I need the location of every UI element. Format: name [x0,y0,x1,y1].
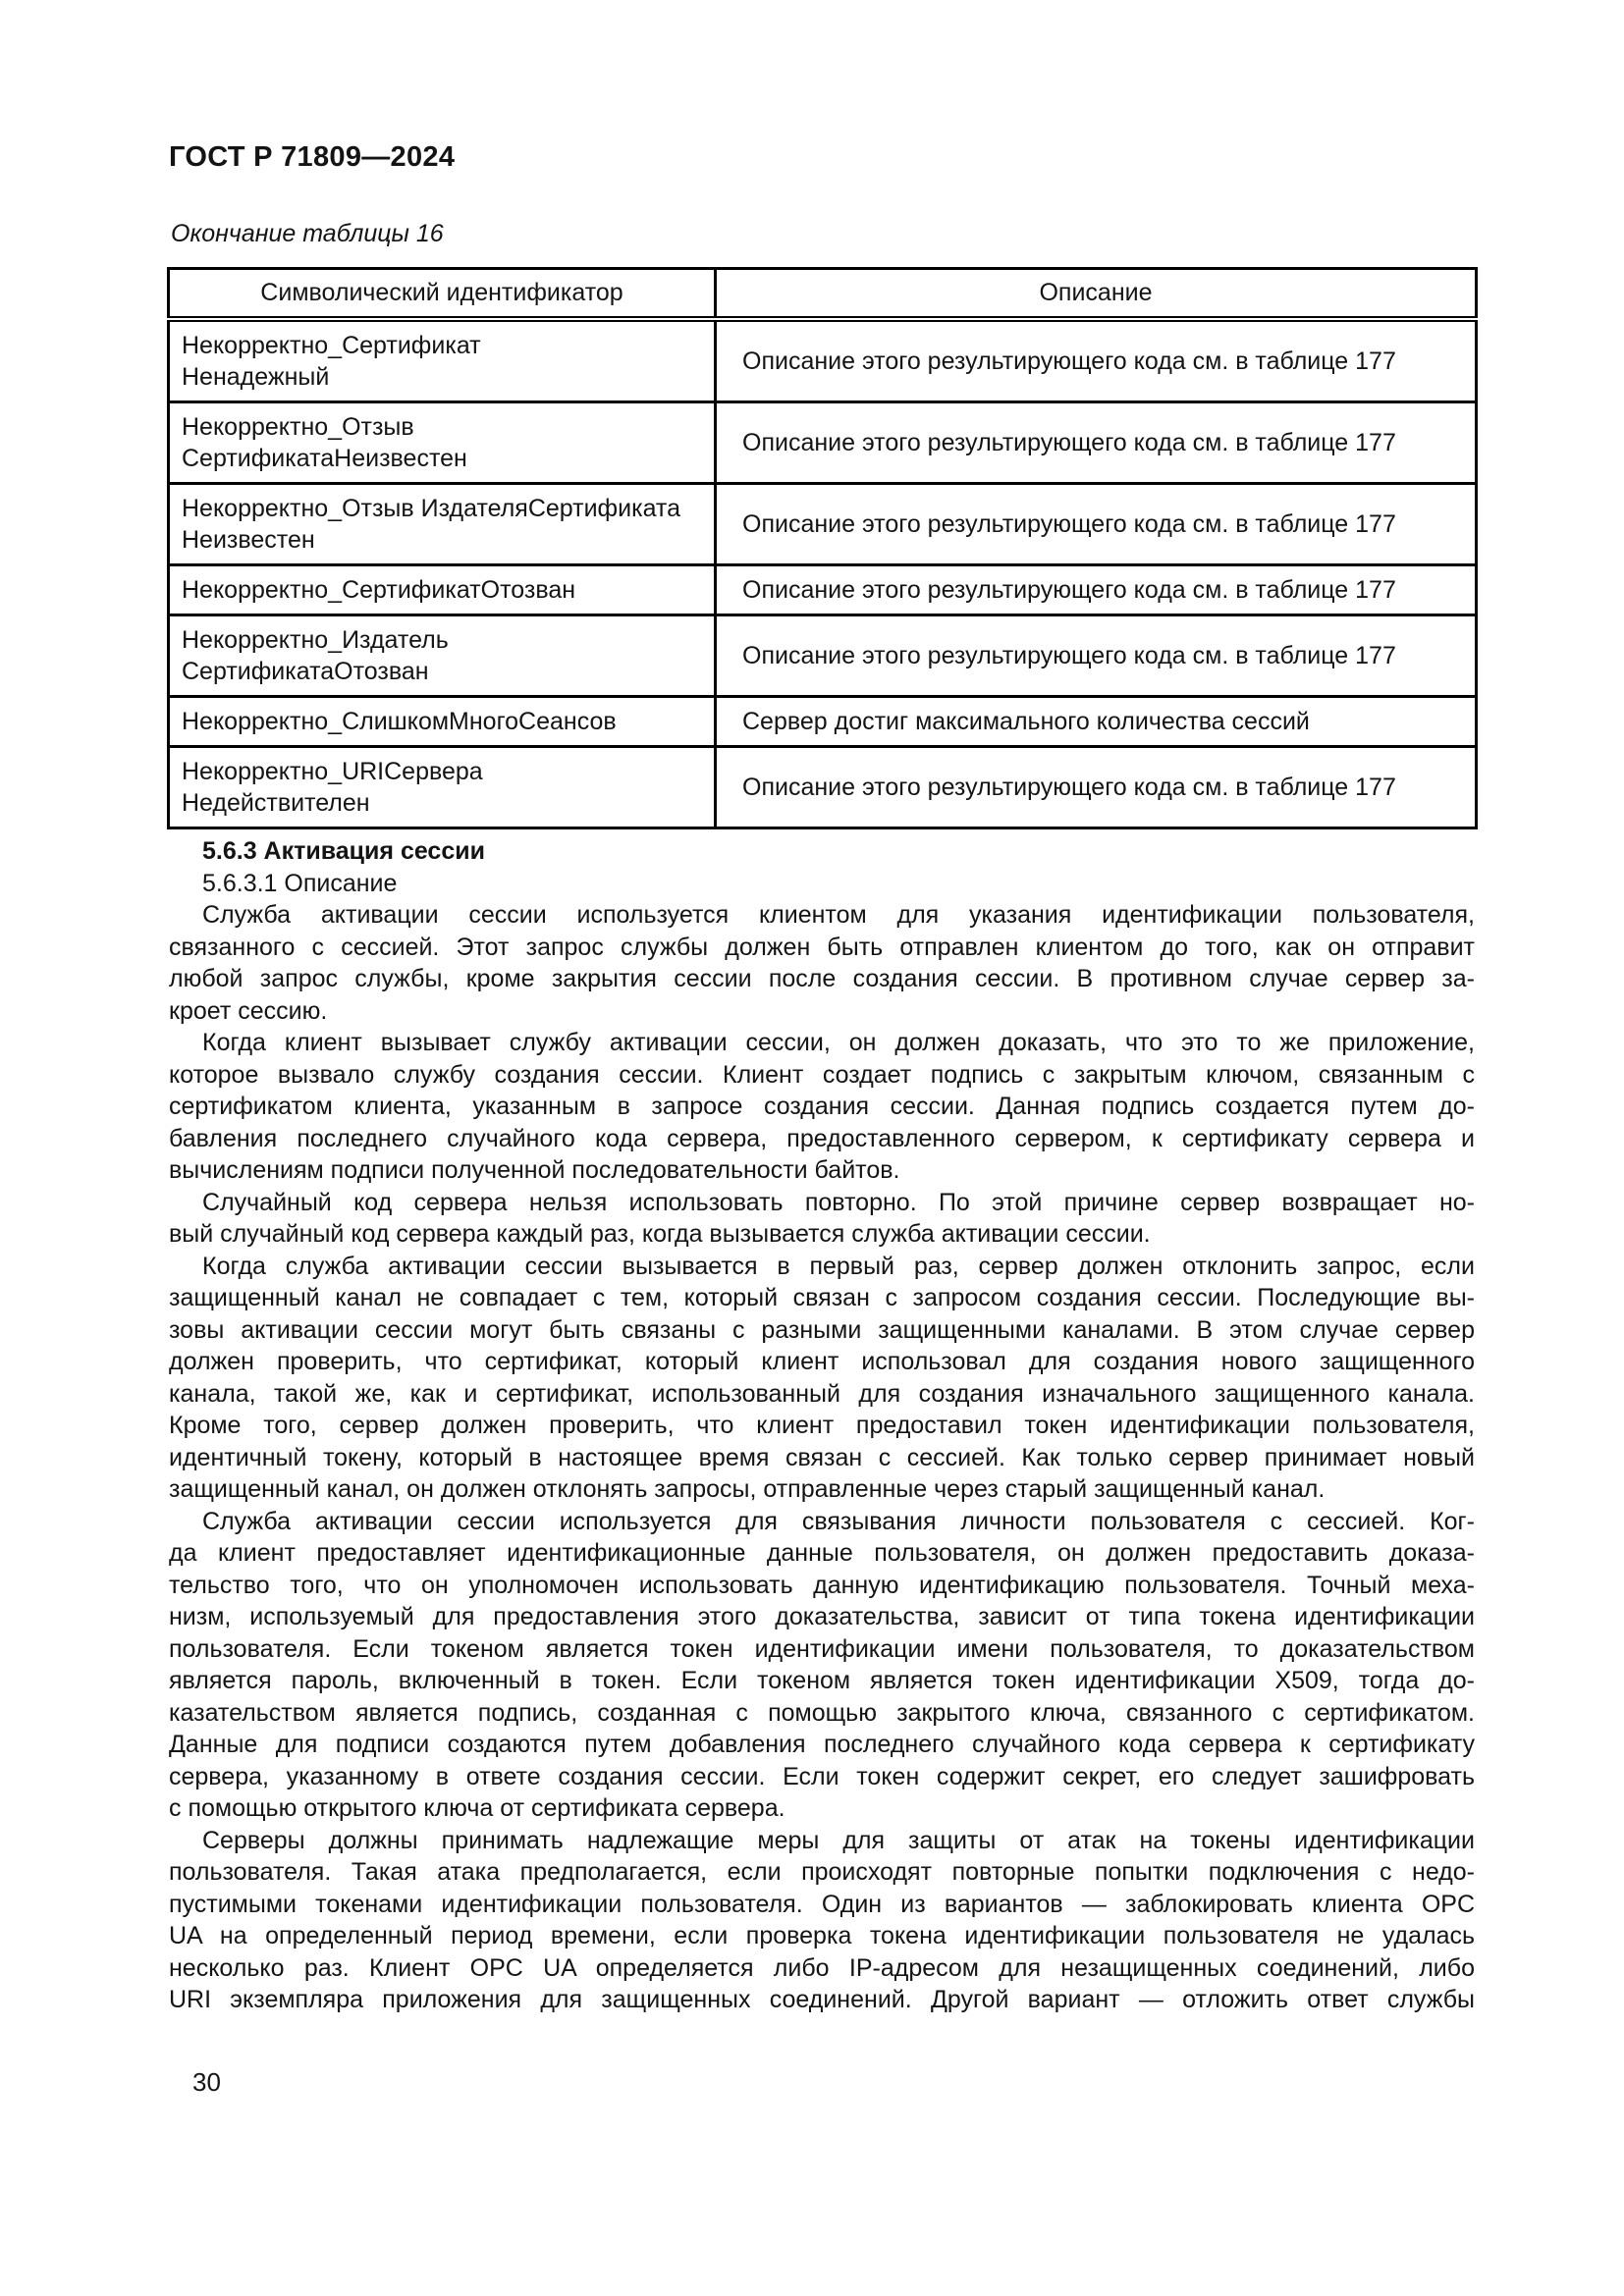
document-header: ГОСТ Р 71809—2024 [169,141,456,173]
paragraph-line: Когда клиент вызывает службу активации сессии, он должен доказать, что это то же приложение, [202,1029,1475,1056]
column-header-identifier: Символический идентификатор [169,269,716,320]
body-text [169,835,1475,2016]
symbolic-identifier-cell: Некорректно_Издатель СертификатаОтозван [169,615,716,697]
paragraph-line: Служба активации сессии используется для связывания личности пользователя с сессией. Ког- [202,1507,1475,1535]
paragraph-line: Данные для подписи создаются путем добавления последнего случайного кода сервера к сертификату [169,1731,1475,1758]
table-row [169,484,1477,565]
paragraph-line: которое вызвало службу создания сессии. Клиент создает подпись с закрытым ключом, связанным с [169,1060,1475,1089]
column-header-description: Описание [716,269,1477,320]
paragraph-line: защищенный канал, он должен отклонять запросы, отправленные через старый защищенный канал. [169,1475,1326,1503]
symbolic-identifier-cell: Некорректно_URIСервера Недействителен [169,747,716,828]
paragraph-line: должен проверить, что сертификат, который клиент использовал для создания нового защищенного [169,1348,1475,1375]
description-cell: Описание этого результирующего кода см. в таблице 177 [716,747,1477,828]
paragraph [169,1251,1475,1506]
body-paragraphs [169,899,1475,2016]
paragraph-line: сертификатом клиента, указанным в запросе создания сессии. Данная подпись создается путем до- [169,1093,1475,1120]
symbolic-identifier-cell: Некорректно_Отзыв ИздателяСертификата Неизвестен [169,484,716,565]
paragraph-line: пользователя. Такая атака предполагается, если происходят повторные попытки подключения с недо- [169,1858,1475,1886]
paragraph-line: вычислениям подписи полученной последовательности байтов. [169,1156,900,1184]
description-cell: Сервер достиг максимального количества сессий [716,697,1477,747]
paragraph-line: вый случайный код сервера каждый раз, когда вызывается служба активации сессии. [169,1220,1151,1248]
description-cell: Описание этого результирующего кода см. в таблице 177 [716,402,1477,484]
description-cell: Описание этого результирующего кода см. в таблице 177 [716,319,1477,402]
paragraph-line: пользователя. Если токеном является токен идентификации имени пользователя, то доказательством [169,1634,1475,1663]
paragraph-line: Серверы должны принимать надлежащие меры для защиты от атак на токены идентификации [202,1826,1475,1854]
paragraph-line: Случайный код сервера нельзя использовать повторно. По этой причине сервер возвращает но- [202,1188,1475,1216]
result-codes-table [167,267,1478,829]
table-header-row [169,269,1477,320]
paragraph-line: Кроме того, сервер должен проверить, что клиент предоставил токен идентификации пользователя, [169,1412,1475,1439]
paragraph-line: является пароль, включенный в токен. Если токеном является токен идентификации X509, тогда до- [169,1667,1475,1694]
paragraph-line: несколько раз. Клиент OPC UA определяется либо IP-адресом для незащищенных соединений, либо [169,1953,1475,1982]
section-heading: 5.6.3 Активация сессии [202,837,485,865]
table-row [169,402,1477,484]
paragraph-line: с помощью открытого ключа от сертификата сервера. [169,1794,785,1822]
paragraph-line: канала, такой же, как и сертификат, использованный для создания изначального защищенного канала. [169,1379,1475,1408]
paragraph-line: низм, используемый для предоставления этого доказательства, зависит от типа токена идентификации [169,1603,1475,1630]
symbolic-identifier-cell: Некорректно_Сертификат Ненадежный [169,319,716,402]
table-row [169,747,1477,828]
paragraph [169,1187,1475,1251]
paragraph-line: URI экземпляра приложения для защищенных соединений. Другой вариант — отложить ответ службы [169,1986,1475,2013]
table-row [169,697,1477,747]
symbolic-identifier-cell: Некорректно_СертификатОтозван [169,565,716,615]
page-number: 30 [192,2067,221,2097]
paragraph-line: любой запрос службы, кроме закрытия сессии после создания сессии. В противном случае сервер за- [169,965,1475,992]
paragraph-line: Когда служба активации сессии вызывается в первый раз, сервер должен отклонить запрос, если [202,1252,1475,1280]
table-row [169,615,1477,697]
paragraph-line: да клиент предоставляет идентификационные данные пользователя, он должен предоставить доказа- [169,1539,1475,1567]
paragraph [169,1506,1475,1825]
paragraph-line: кроет сессию. [169,996,328,1025]
paragraph-line: идентичный токену, который в настоящее время связан с сессией. Как только сервер принимает новый [169,1443,1475,1471]
description-cell: Описание этого результирующего кода см. в таблице 177 [716,615,1477,697]
symbolic-identifier-cell: Некорректно_Отзыв СертификатаНеизвестен [169,402,716,484]
result-codes-table-body [169,319,1477,828]
paragraph-line: защищенный канал не совпадает с тем, который связан с запросом создания сессии. Последующие вы- [169,1284,1475,1311]
paragraph-line: казательством является подпись, созданная с помощью закрытого ключа, связанного с сертификатом. [169,1698,1475,1727]
paragraph-line: бавления последнего случайного кода сервера, предоставленного сервером, к сертификату сервера и [169,1124,1475,1152]
paragraph-line: UA на определенный период времени, если проверка токена идентификации пользователя не удалась [169,1922,1475,1949]
table-row [169,319,1477,402]
symbolic-identifier-cell: Некорректно_СлишкомМногоСеансов [169,697,716,747]
paragraph [169,1027,1475,1187]
section-subheading: 5.6.3.1 Описание [202,869,398,897]
paragraph-line: связанного с сессией. Этот запрос службы должен быть отправлен клиентом до того, как он отправит [169,933,1475,961]
table-caption: Окончание таблицы 16 [171,220,444,247]
paragraph-line: Служба активации сессии используется клиентом для указания идентификации пользователя, [202,901,1475,929]
description-cell: Описание этого результирующего кода см. в таблице 177 [716,484,1477,565]
paragraph-line: тельство того, что он уполномочен использовать данную идентификацию пользователя. Точный меха- [169,1571,1475,1599]
paragraph [169,899,1475,1027]
paragraph [169,1825,1475,2016]
description-cell: Описание этого результирующего кода см. в таблице 177 [716,565,1477,615]
paragraph-line: зовы активации сессии могут быть связаны с разными защищенными каналами. В этом случае сервер [169,1315,1475,1344]
table-row [169,565,1477,615]
paragraph-line: пустимыми токенами идентификации пользователя. Один из вариантов — заблокировать клиента OPC [169,1890,1475,1918]
paragraph-line: сервера, указанному в ответе создания сессии. Если токен содержит секрет, его следует зашифровать [169,1762,1475,1790]
